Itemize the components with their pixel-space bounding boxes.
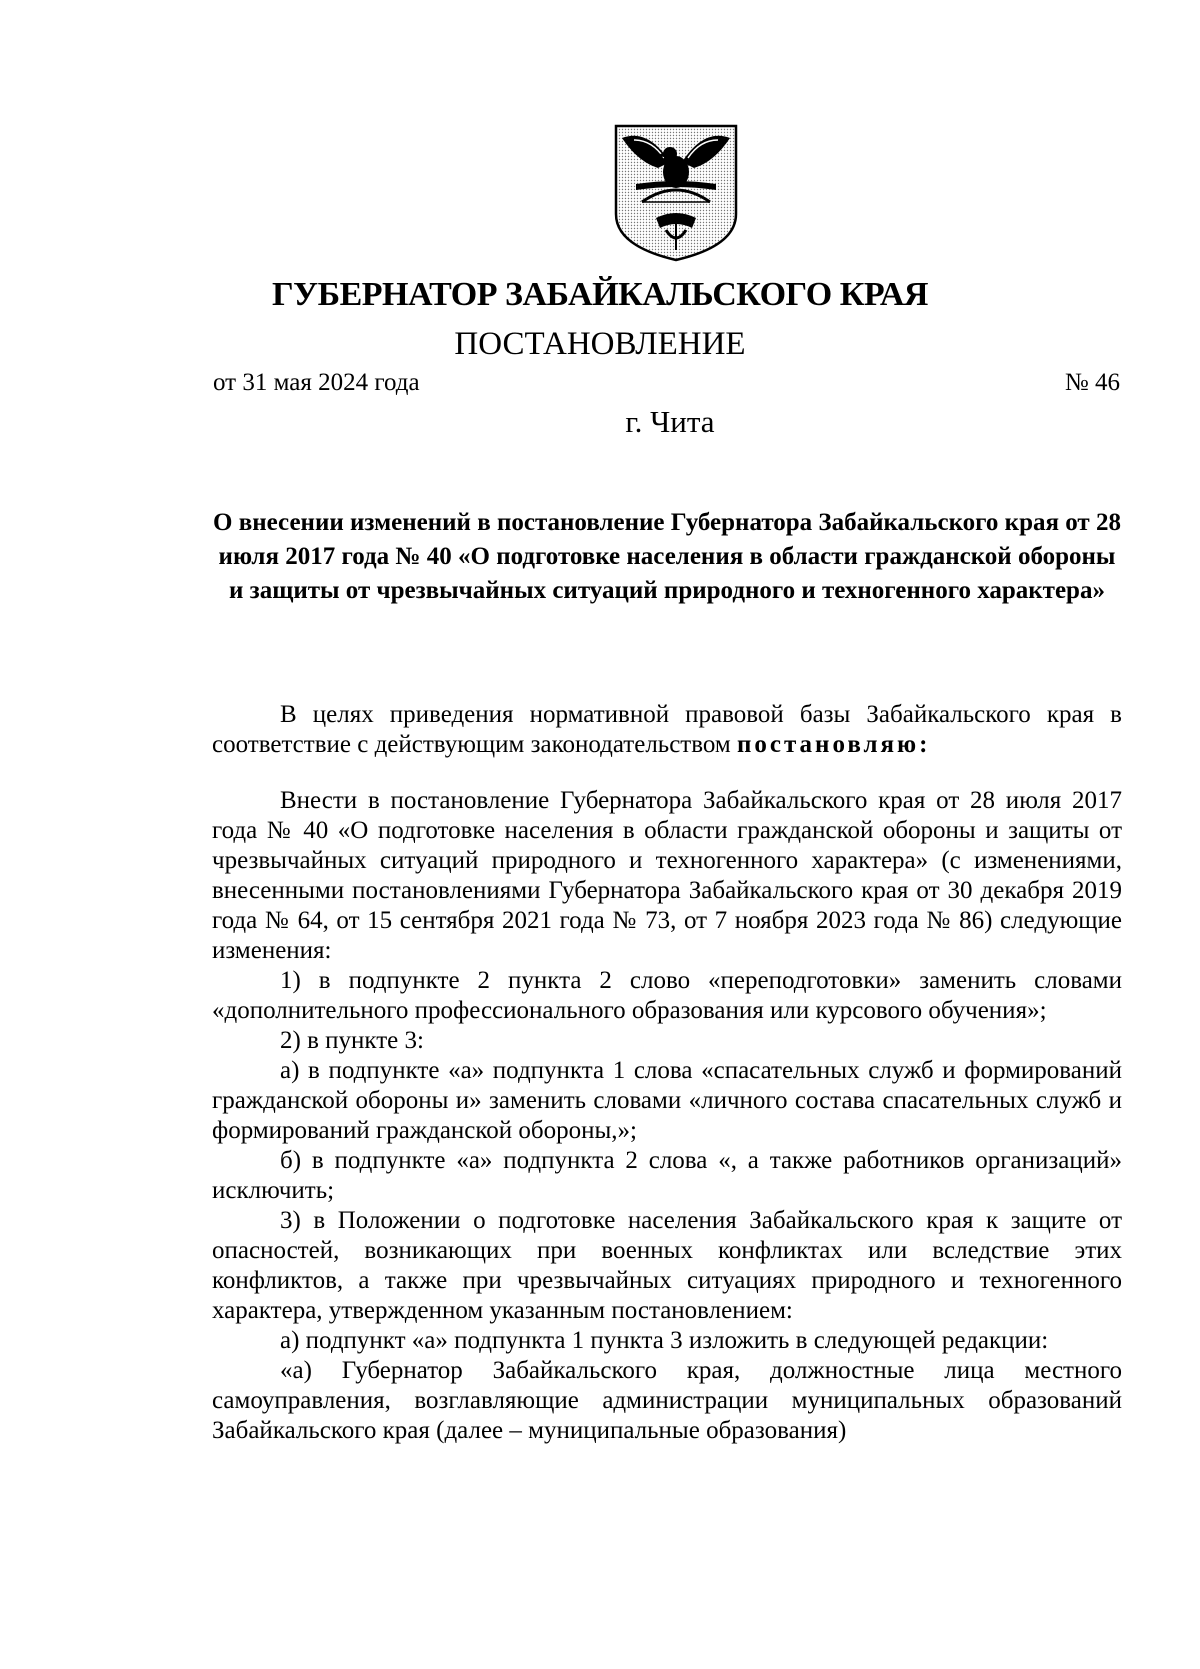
document-number: № 46 <box>1064 369 1120 396</box>
decree-word: постановляю: <box>736 731 931 758</box>
city-label: г. Чита <box>625 404 715 439</box>
body-paragraph: 2) в пункте 3: <box>280 1027 424 1054</box>
document-city <box>0 406 1200 437</box>
body-paragraph: «а) Губернатор Забайкальского края, должностные лица местного самоуправления, возглавляющие администрации муниципальных образований Забайкальского края (далее – муниципальные образования) <box>212 1357 1122 1444</box>
preamble-text: В целях приведения нормативной правовой базы Забайкальского края в соответствие с действующим законодательством <box>212 701 1122 758</box>
document-title: О внесении изменений в постановление Губернатора Забайкальского края от 28 июля 2017 года № 40 «О подготовке населения в области гражданской обороны и защиты от чрезвычайных ситуаций природного и техногенного характера» <box>213 509 1121 604</box>
document-date: от 31 мая 2024 года <box>213 369 420 396</box>
document-body <box>212 700 1122 1446</box>
body-paragraph: б) в подпункте «а» подпункта 2 слова «, а также работников организаций» исключить; <box>212 1147 1122 1204</box>
issuing-authority: ГУБЕРНАТОР ЗАБАЙКАЛЬСКОГО КРАЯ <box>272 276 928 313</box>
body-paragraph: 1) в подпункте 2 пункта 2 слово «переподготовки» заменить словами «дополнительного профессионального образования или курсового обучения»; <box>212 967 1122 1024</box>
body-paragraph: а) подпункт «а» подпункта 1 пункта 3 изложить в следующей редакции: <box>280 1327 1049 1354</box>
body-paragraph: 3) в Положении о подготовке населения Забайкальского края к защите от опасностей, возникающих при военных конфликтах или вследствие этих конфликтов, а также при чрезвычайных ситуациях природного и техногенного характера, утвержденном указанным постановлением: <box>212 1207 1122 1324</box>
body-paragraph: а) в подпункте «а» подпункта 1 слова «спасательных служб и формирований гражданской обороны и» заменить словами «личного состава спасательных служб и формирований гражданской обороны,»; <box>212 1057 1122 1144</box>
document-type: ПОСТАНОВЛЕНИЕ <box>454 326 746 362</box>
coat-of-arms-emblem-icon <box>612 122 740 264</box>
body-paragraph: Внести в постановление Губернатора Забайкальского края от 28 июля 2017 года № 40 «О подготовке населения в области гражданской обороны и защиты от чрезвычайных ситуаций природного и техногенного характера» (с изменениями, внесенными постановлениями Губернатора Забайкальского края от 30 декабря 2019 года № 64, от 15 сентября 2021 года № 73, от 7 ноября 2023 года № 86) следующие изменения: <box>212 787 1122 964</box>
preamble-paragraph <box>212 700 1122 760</box>
